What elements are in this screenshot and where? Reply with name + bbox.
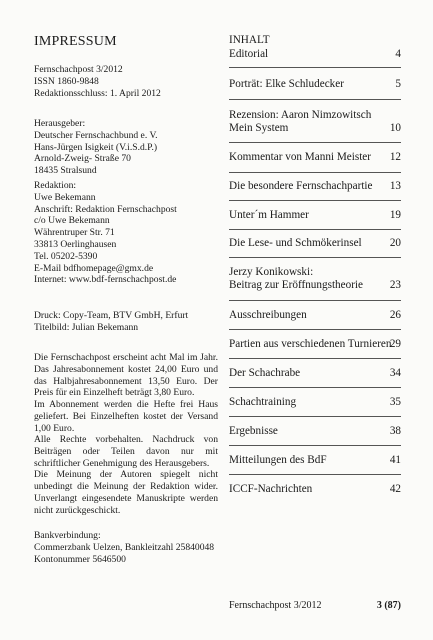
toc-divider bbox=[229, 329, 401, 330]
toc-entry[interactable] bbox=[229, 266, 401, 292]
toc-divider bbox=[229, 142, 401, 143]
publisher-info bbox=[34, 118, 224, 177]
toc-entry-title-line2 bbox=[229, 279, 401, 292]
toc-entry-title bbox=[229, 266, 401, 279]
impressum-title: IMPRESSUM bbox=[34, 34, 117, 49]
toc-entry[interactable] bbox=[229, 180, 401, 193]
toc-entry-line: Mein System bbox=[229, 122, 289, 134]
toc-entry-title: Ergebnisse bbox=[229, 425, 278, 437]
toc-divider bbox=[229, 387, 401, 388]
editorial-website: Internet: www.bdf-fernschachpost.de bbox=[34, 274, 177, 286]
toc-entry-page: 41 bbox=[389, 454, 401, 466]
toc-entry-title: Schachtraining bbox=[229, 396, 297, 408]
toc-entry[interactable] bbox=[229, 48, 401, 61]
editor-name: Uwe Bekemann bbox=[34, 191, 96, 203]
toc-entry[interactable] bbox=[229, 309, 401, 322]
toc-entry-page: 12 bbox=[389, 151, 401, 163]
issue-info bbox=[34, 64, 224, 99]
toc-entry[interactable] bbox=[229, 338, 401, 351]
toc-entry-title: ICCF-Nachrichten bbox=[229, 483, 313, 495]
bank-info bbox=[34, 530, 224, 565]
toc-entry-line: Rezension: Aaron Nimzowitsch bbox=[229, 109, 372, 121]
toc-entry-title-line2 bbox=[229, 122, 401, 135]
footer-magazine: Fernschachpost 3/2012 bbox=[229, 600, 322, 611]
toc-divider bbox=[229, 445, 401, 446]
publisher-org: Deutscher Fernschachbund e. V. bbox=[34, 129, 158, 141]
toc-divider bbox=[229, 358, 401, 359]
toc-divider bbox=[229, 67, 401, 68]
toc-entry-page: 38 bbox=[389, 425, 401, 437]
publisher-label: Herausgeber: bbox=[34, 118, 86, 129]
toc-entry-title: Unter´m Hammer bbox=[229, 209, 309, 221]
opinion-paragraph: Die Meinung der Autoren spiegelt nicht unbedingt die Meinung der Redaktion wider. Unverlangt eingesendete Manuskripte werden nicht zurückgeschickt. bbox=[34, 469, 218, 516]
issn-line: ISSN 1860-9848 bbox=[34, 75, 99, 87]
toc-entry-title: Kommentar von Manni Meister bbox=[229, 151, 371, 163]
footer-page-number: 3 (87) bbox=[376, 600, 401, 611]
issue-line: Fernschachpost 3/2012 bbox=[34, 64, 123, 75]
toc-entry-page: 5 bbox=[395, 78, 401, 90]
toc-entry[interactable] bbox=[229, 237, 401, 250]
print-info bbox=[34, 310, 224, 334]
toc-entry-title: Mitteilungen des BdF bbox=[229, 454, 327, 466]
toc-entry-page: 34 bbox=[389, 367, 401, 379]
toc-entry-page: 4 bbox=[395, 48, 401, 60]
toc-entry-title: Die Lese- und Schmökerinsel bbox=[229, 237, 362, 249]
toc-entry-page: 10 bbox=[389, 122, 401, 134]
editorial-label: Redaktion: bbox=[34, 180, 77, 191]
subscription-text bbox=[34, 352, 218, 435]
toc-entry[interactable] bbox=[229, 209, 401, 222]
rights-text bbox=[34, 434, 218, 517]
editorial-address-label: Anschrift: Redaktion Fernschachpost bbox=[34, 203, 177, 215]
toc-entry-title: Partien aus verschiedenen Turnieren bbox=[229, 338, 392, 350]
toc-entry[interactable] bbox=[229, 367, 401, 380]
publisher-person: Hans-Jürgen Isigkeit (V.i.S.d.P.) bbox=[34, 141, 158, 153]
toc-entry-page: 35 bbox=[389, 396, 401, 408]
toc-entry-page: 20 bbox=[389, 237, 401, 249]
toc-entry-line: Jerzy Konikowski: bbox=[229, 266, 314, 278]
toc-entry-page: 42 bbox=[389, 483, 401, 495]
editorial-phone: Tel. 05202-5390 bbox=[34, 250, 98, 262]
toc-entry[interactable] bbox=[229, 109, 401, 135]
cover-photo-line: Titelbild: Julian Bekemann bbox=[34, 321, 139, 333]
toc-entry-title: Die besondere Fernschachpartie bbox=[229, 180, 373, 192]
toc-divider bbox=[229, 300, 401, 301]
toc-entry[interactable] bbox=[229, 78, 401, 91]
toc-divider bbox=[229, 257, 401, 258]
toc-divider bbox=[229, 416, 401, 417]
subscription-paragraph: Die Fernschachpost erscheint acht Mal im Jahr. Das Jahresabonnement kostet 24,00 Euro und das Halbjahresabonnement 13,50 Euro. Der Preis für ein Einzelheft beträgt 3,80 Euro. bbox=[34, 352, 218, 399]
toc-entry-line: Beitrag zur Eröffnungstheorie bbox=[229, 279, 363, 291]
toc-entry-title: Der Schachrabe bbox=[229, 367, 301, 379]
toc-entry[interactable] bbox=[229, 483, 401, 496]
editorial-email: E-Mail bdfhomepage@gmx.de bbox=[34, 262, 154, 274]
bank-label: Bankverbindung: bbox=[34, 530, 101, 541]
toc-entry-title: Editorial bbox=[229, 48, 269, 60]
toc-divider bbox=[229, 172, 401, 173]
toc-entry-page: 29 bbox=[389, 338, 401, 350]
toc-entry-page: 13 bbox=[389, 180, 401, 192]
editorial-city: 33813 Oerlinghausen bbox=[34, 238, 117, 250]
rights-paragraph: Alle Rechte vorbehalten. Nachdruck von Beiträgen oder Teilen davon nur mit schriftlicher Genehmigung des Herausgebers. bbox=[34, 434, 218, 469]
print-line: Druck: Copy-Team, BTV GmbH, Erfurt bbox=[34, 310, 189, 321]
toc-entry-title: Ausschreibungen bbox=[229, 309, 307, 321]
toc-divider bbox=[229, 229, 401, 230]
delivery-paragraph: Im Abonnement werden die Hefte frei Haus geliefert. Bei Einzelheften kostet der Versand 1,00 Euro. bbox=[34, 399, 218, 434]
publisher-city: 18435 Stralsund bbox=[34, 165, 97, 177]
toc-entry[interactable] bbox=[229, 425, 401, 438]
toc-entry-page: 19 bbox=[389, 209, 401, 221]
toc-divider bbox=[229, 200, 401, 201]
toc-divider bbox=[229, 99, 401, 100]
editorial-co: c/o Uwe Bekemann bbox=[34, 215, 110, 227]
toc-entry[interactable] bbox=[229, 454, 401, 467]
bank-account: Kontonummer 5646500 bbox=[34, 553, 126, 565]
inhalt-title: INHALT bbox=[229, 34, 270, 46]
editorial-street: Währentruper Str. 71 bbox=[34, 227, 115, 239]
publisher-street: Arnold-Zweig- Straße 70 bbox=[34, 153, 131, 165]
deadline-line: Redaktionsschluss: 1. April 2012 bbox=[34, 87, 161, 99]
toc-entry-title bbox=[229, 109, 401, 122]
toc-entry-page: 26 bbox=[389, 309, 401, 321]
toc-entry-page: 23 bbox=[389, 279, 401, 291]
editorial-info bbox=[34, 180, 224, 286]
bank-name: Commerzbank Uelzen, Bankleitzahl 25840048 bbox=[34, 541, 215, 553]
toc-entry-title: Porträt: Elke Schludecker bbox=[229, 78, 344, 90]
toc-entry[interactable] bbox=[229, 151, 401, 164]
toc-divider bbox=[229, 474, 401, 475]
toc-entry[interactable] bbox=[229, 396, 401, 409]
